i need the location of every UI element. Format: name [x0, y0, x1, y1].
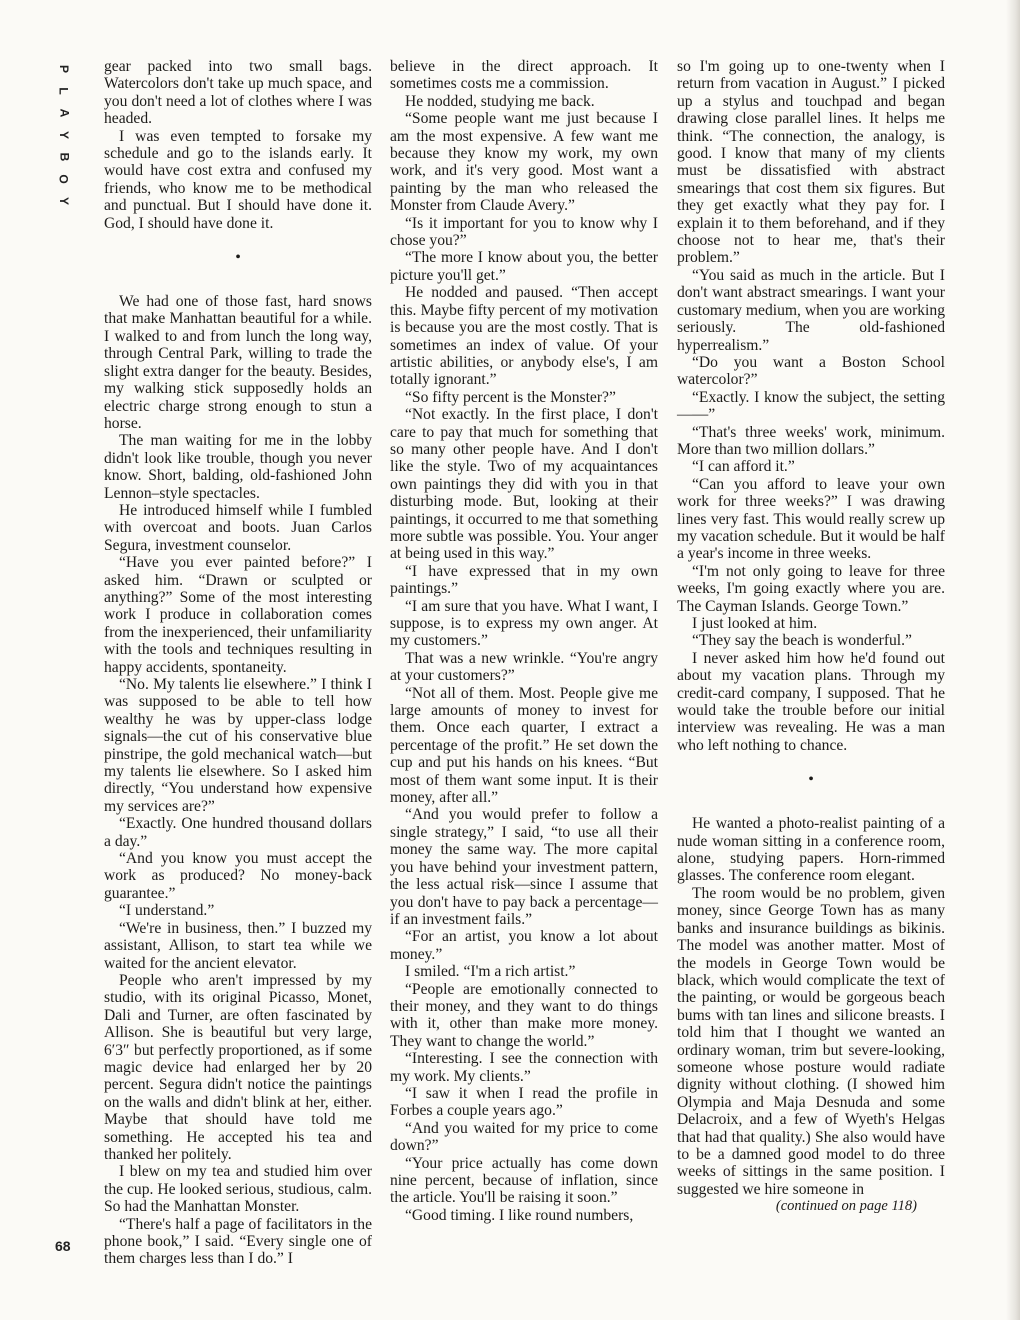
article-paragraph: “I saw it when I read the profile in Forbes a couple years ago.”	[390, 1084, 658, 1120]
article-paragraph: He wanted a photo-realist painting of a nude woman sitting in a conference room, alone, studying papers. Horn-rimmed glasses. The conference room elegant.	[677, 815, 945, 885]
page-number: 68	[55, 1238, 71, 1254]
article-paragraph: I was even tempted to forsake my schedule and go to the islands early. It would have cost extra and confused my friends, who know me to be methodical and punctual. But I should have done it. God, I should have done it.	[104, 127, 372, 232]
article-paragraph: He nodded and paused. “Then accept this. Maybe fifty percent of my motivation is because you are the most costly. That is sometimes an index of value. Of your artistic abilities, or anybody else's, I am totally ignorant.”	[390, 284, 658, 389]
article-paragraph: “So fifty percent is the Monster?”	[405, 388, 616, 406]
article-paragraph: People who aren't impressed by my studio, with its original Picasso, Monet, Dali and Turner, are often fascinated by Allison. She is beautiful but very large, 6′3″ but perfectly proportioned, as if some magic device had enlarged her by 20 percent. Segura didn't notice the paintings on the walls and didn't blink at her, either. Maybe that should have told me something. He accepted his tea and thanked her politely.	[104, 971, 372, 1163]
article-paragraph: I just looked at him.	[692, 615, 818, 632]
running-head-letter: Y	[56, 196, 71, 206]
article-paragraph: “I am sure that you have. What I want, I suppose, is to express my own anger. At my customers.”	[390, 597, 658, 650]
running-head-letter: Y	[56, 130, 71, 140]
article-paragraph: “They say the beach is wonderful.”	[692, 632, 912, 650]
article-paragraph: “I'm not only going to leave for three weeks, I'm going exactly where you are. The Cayman Islands. George Town.”	[677, 562, 945, 615]
article-paragraph: “Is it important for you to know why I chose you?”	[390, 214, 658, 250]
page-edge-shadow	[1006, 0, 1020, 1320]
article-paragraph: “Have you ever painted before?” I asked him. “Drawn or sculpted or anything?” Some of the most interesting work I produce in collaboration comes from the inexperienced, their unfamiliarity with the tools and techniques resulting in happy accidents, spontaneity.	[104, 554, 372, 676]
article-column-1	[104, 58, 372, 1268]
continued-on-jump-line: (continued on page 118)	[775, 1198, 917, 1215]
article-paragraph: “Exactly. I know the subject, the setting——”	[677, 388, 945, 424]
article-paragraph: We had one of those fast, hard snows that make Manhattan beautiful for a while. I walked to and from lunch the long way, through Central Park, willing to trade the slight extra danger for the beauty. Besides, my walking stick supposedly holds an electric charge strong enough to stun a horse.	[104, 293, 372, 432]
article-paragraph: “No. My talents lie elsewhere.” I think I was supposed to be able to tell how wealthy he was by upper-class lodge signals—the cut of his conservative blue pinstripe, the gold mechanical watch—but my talents lie elsewhere. So I asked him directly, “You understand how expensive my services are?”	[104, 676, 372, 815]
article-paragraph: gear packed into two small bags. Watercolors don't take up much space, and you don't need a lot of clothes where I was headed.	[104, 58, 372, 128]
article-paragraph: “That's three weeks' work, minimum. More than two million dollars.”	[677, 423, 945, 458]
article-paragraph: “And you would prefer to follow a single strategy,” I said, “to use all their money the same way. The more capital you have behind your investment pattern, the less actual risk—since I assume that you don't have to pay back a percentage—if an investment fails.”	[390, 806, 658, 928]
section-break-bullet: •	[808, 771, 814, 789]
article-paragraph: “Not exactly. In the first place, I don't care to pay that much for something that so many other people have. And I don't like the style. Two of my acquaintances own paintings they did with you in that disturbing mode. But, looking at their paintings, it occurred to me that something more subtle was possible. You. Your anger at being used in this way.”	[390, 406, 658, 563]
article-paragraph: I never asked him how he'd found out about my vacation plans. Through my credit-card company, I supposed. That he would take the trouble before our initial interview was revealing. He was a man who left nothing to chance.	[677, 649, 945, 754]
article-paragraph: The man waiting for me in the lobby didn't look like trouble, though you never know. Short, balding, old-fashioned John Lennon–style spectacles.	[104, 432, 372, 502]
article-paragraph: “I have expressed that in my own paintings.”	[390, 562, 658, 598]
article-paragraph: believe in the direct approach. It sometimes costs me a commission.	[390, 58, 658, 93]
section-break-bullet: •	[235, 249, 241, 267]
article-paragraph: “Can you afford to leave your own work for three weeks?” I was drawing lines very fast. This would really screw up my vacation schedule. But it would be half a year's income in three weeks.	[677, 475, 945, 563]
running-head-letter: B	[56, 152, 71, 162]
article-paragraph: “Your price actually has come down nine percent, because of inflation, since the article. You'll be raising it soon.”	[390, 1154, 658, 1207]
article-paragraph: He introduced himself while I fumbled with overcoat and boots. Juan Carlos Segura, investment counselor.	[104, 501, 372, 554]
article-paragraph: I blew on my tea and studied him over the cup. He looked serious, studious, calm. So had the Manhattan Monster.	[104, 1163, 372, 1216]
running-head-letter: O	[57, 174, 71, 184]
article-paragraph: “Exactly. One hundred thousand dollars a day.”	[104, 815, 372, 850]
magazine-running-head	[57, 58, 71, 212]
article-paragraph: “I can afford it.”	[692, 458, 795, 476]
article-paragraph: The room would be no problem, given money, since George Town has as many banks and insurance buildings as bikinis. The model was another matter. Most of the models in George Town would be black, which would complicate the text of the painting, or would be gorgeous beach bums with tan lines and silicone breasts. I told him that I thought we wanted an ordinary woman, trim but severe-looking, someone whose posture would radiate dignity without clothing. (I showed him Olympia and Maja Desnuda and some Delacroix, and a few of Wyeth's Helgas that had that quality.) She also would have to be a damned good model to do three weeks of sittings in the same position. I suggested we hire someone in	[677, 884, 945, 1198]
running-head-letter: L	[57, 87, 71, 95]
article-paragraph: I smiled. “I'm a rich artist.”	[405, 963, 576, 981]
article-column-3	[677, 58, 945, 1216]
article-paragraph: “Do you want a Boston School watercolor?”	[677, 353, 945, 389]
article-paragraph: “Interesting. I see the connection with my work. My clients.”	[390, 1050, 658, 1085]
running-head-letter: A	[56, 108, 71, 118]
running-head-letter: P	[56, 64, 71, 74]
article-paragraph: “Not all of them. Most. People give me large amounts of money to invest for them. Once each quarter, I extract a percentage of the profit.” He set down the cup and put his hands on his knees. “But most of them want some input. It is their money, after all.”	[390, 684, 658, 807]
article-paragraph: “For an artist, you know a lot about money.”	[390, 928, 658, 963]
article-paragraph: “And you waited for my price to come down?”	[390, 1119, 658, 1155]
article-paragraph: “Good timing. I like round numbers,	[405, 1206, 634, 1224]
article-column-2	[390, 58, 658, 1224]
article-paragraph: “There's half a page of facilitators in the phone book,” I said. “Every single one of them charges less than I do.” I	[104, 1215, 372, 1268]
article-paragraph: “I understand.”	[119, 902, 215, 920]
article-paragraph: so I'm going up to one-twenty when I return from vacation in August.” I picked up a stylus and touchpad and began drawing close parallel lines. It helps me think. “The connection, the analogy, is good. I know that many of my clients must be dissatisfied with abstract smearings that cost them six figures. But they get exactly what they pay for. I explain it to them beforehand, and if they choose not to hear me, that's their problem.”	[677, 58, 945, 267]
article-paragraph: “You said as much in the article. But I don't want abstract smearings. I want your customary medium, when you are working seriously. The old-fashioned hyperrealism.”	[677, 266, 945, 354]
article-paragraph: “We're in business, then.” I buzzed my assistant, Allison, to start tea while we waited for the ancient elevator.	[104, 919, 372, 972]
article-paragraph: That was a new wrinkle. “You're angry at your customers?”	[390, 649, 658, 685]
article-paragraph: “And you know you must accept the work as produced? No money-back guarantee.”	[104, 850, 372, 902]
article-paragraph: He nodded, studying me back.	[405, 92, 595, 110]
article-paragraph: “The more I know about you, the better picture you'll get.”	[390, 249, 658, 284]
article-paragraph: “People are emotionally connected to their money, and they want to do things with it, other than make more money. They want to change the world.”	[390, 980, 658, 1050]
article-paragraph: “Some people want me just because I am the most expensive. A few want me because they know my work, my own work, and it's very good. Most want a painting by the man who released the Monster from Claude Avery.”	[390, 110, 658, 215]
